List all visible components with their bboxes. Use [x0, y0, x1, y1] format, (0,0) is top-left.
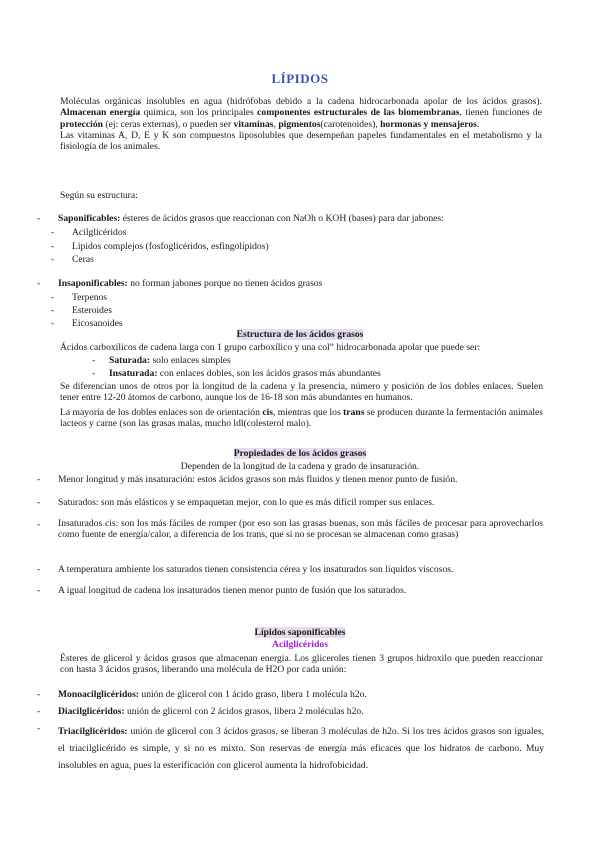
bullet-dash: -	[37, 474, 41, 485]
di-label: Diacilglicéridos:	[58, 706, 125, 717]
intro-bold: componentes estructurales de las biomembranas	[257, 107, 460, 119]
propiedad-item: A temperatura ambiente los saturados tienen consistencia cérea y los insaturados son líquidos viscosos.	[58, 564, 454, 575]
heading-text: Lípidos saponificables	[254, 627, 346, 638]
acilgliceridos-paragraph: Ésteres de glicerol y ácidos grasos que almacenan energía. Los gliceroles tienen 3 grupos hidroxilo que pueden reaccionar con hasta 3 ácidos grasos, liberando una molécula de H2O por cada unión:	[60, 653, 543, 676]
bullet-dash: -	[37, 278, 41, 289]
list-item: Lípidos complejos (fosfoglicéridos, esfingolípidos)	[72, 241, 269, 252]
segun-estructura: Según su estructura:	[60, 190, 138, 201]
heading-text: Estructura de los ácidos grasos	[236, 329, 364, 340]
bullet-dash: -	[37, 723, 41, 734]
tri-paragraph	[58, 723, 544, 774]
mono-line	[58, 689, 367, 700]
saturada-line	[109, 355, 231, 366]
insaturada-line	[109, 368, 381, 379]
vitamins-text: Las vitaminas A, D, E y K son compuestos liposolubles que desempeñan papeles fundamentales en el metabolismo y la fisiología de los animales.	[60, 129, 542, 153]
di-line	[58, 706, 364, 717]
bullet-dash: -	[51, 241, 55, 252]
saponificables-line	[58, 213, 444, 224]
page-title: LÍPIDOS	[271, 71, 329, 86]
propiedades-subtitle: Dependen de la longitud de la cadena y grado de insaturación.	[180, 461, 420, 472]
bullet-dash: -	[37, 706, 41, 717]
estructura-line: Ácidos carboxílicos de cadena larga con 1 grupo carboxílico y una col” hidrocarbonada apolar que puede ser:	[60, 342, 481, 353]
bullet-dash: -	[51, 305, 55, 316]
intro-text: , tienen funciones de	[459, 107, 542, 119]
tri-label: Triacilglicéridos:	[58, 726, 128, 737]
section-heading-estructura	[0, 329, 600, 340]
propiedad-item: Saturados: son más elásticos y se empaquetan mejor, con lo que es más difícil romper sus enlaces.	[58, 497, 435, 508]
intro-bold: hormonas y mensajeros	[380, 118, 477, 130]
propiedad-item: Insaturados cis: son los más fáciles de romper (por eso son las grasas buenas, son más fáciles de procesar para aprovecharlos como fuente de energía/calor, a diferencia de los trans, que si no se procesan se almacenan como grasas)	[58, 518, 543, 540]
cis-bold: cis	[262, 407, 273, 418]
bullet-dash: -	[51, 292, 55, 303]
heading-text: Propiedades de los ácidos grasos	[233, 448, 367, 459]
intro-text: Moléculas orgánicas insolubles en agua (hidrófobas debido a la cadena hidrocarbonada apolar de los ácidos grasos).	[60, 96, 542, 107]
bullet-dash: -	[37, 689, 41, 700]
paragraph-text: , mientras que los	[272, 407, 344, 418]
propiedad-item: Menor longitud y más insaturación: estos ácidos grasos son más fluidos y tienen menor punto de fusión.	[58, 474, 458, 485]
list-item: Esteroides	[72, 305, 112, 316]
bullet-dash: -	[51, 318, 55, 329]
intro-text: (carotenoides),	[320, 118, 381, 130]
intro-text: .	[476, 118, 480, 130]
intro-bold: vitaminas	[233, 118, 274, 130]
propiedad-item: A igual longitud de cadena los insaturados tienen menor punto de fusión que los saturados.	[58, 585, 407, 596]
acilgliceridos-subtitle	[0, 639, 600, 650]
bullet-dash: -	[37, 213, 41, 224]
intro-bold: pigmentos	[278, 118, 321, 130]
insaturada-text: con enlaces dobles, son los ácidos grasos más abundantes	[157, 368, 381, 379]
bullet-dash: -	[51, 227, 55, 238]
saponificables-text: ésteres de ácidos grasos que reaccionan con NaOh o KOH (bases) para dar jabones:	[120, 213, 444, 224]
estructura-paragraph-2	[60, 407, 543, 430]
insaponificables-label: Insaponificables:	[58, 278, 128, 289]
estructura-paragraph-1: Se diferencian unos de otros por la longitud de la cadena y la presencia, número y posición de los dobles enlaces. Suelen tener entre 12-20 átomos de carbono, aunque los de 16-18 son más abundantes en humanos.	[60, 381, 543, 404]
list-item: Eicosanoides	[72, 318, 123, 329]
paragraph-text: se producen durante la fermentación animales lacteos y carne (son las grasas malas, mucho ldl(colesterol malo).	[60, 407, 543, 430]
list-item: Acilglicéridos	[72, 227, 127, 238]
bullet-dash: -	[37, 519, 41, 530]
section-heading-propiedades	[0, 448, 600, 459]
intro-bold: protección	[60, 118, 103, 130]
paragraph-text: La mayoría de los dobles enlaces son de orientación	[60, 407, 263, 418]
intro-text: ,	[273, 118, 279, 130]
subtitle-text: Acilglicéridos	[272, 639, 328, 650]
trans-bold: trans	[343, 407, 365, 418]
tri-text: unión de glicerol con 3 ácidos grasos, se liberan 3 moléculas de h2o. Si los tres ácidos grasos son iguales, el triacilglicérido es simple, y si no es mixto. Son reservas de energía más eficaces que los hidratos de carbono. Muy insolubles en agua, pues la esterificación con glicerol aumenta la hidrofobicidad.	[58, 726, 544, 771]
section-heading-lipidos-saponificables	[0, 627, 600, 638]
saponificables-label: Saponificables:	[58, 213, 121, 224]
bullet-dash: -	[37, 564, 41, 575]
insaturada-label: Insaturada:	[109, 368, 158, 379]
di-text: unión de glicerol con 2 ácidos grasos, libera 2 moléculas h2o.	[124, 706, 364, 717]
saturada-text: solo enlaces simples	[150, 355, 231, 366]
bullet-dash: -	[37, 585, 41, 596]
insaponificables-text: no forman jabones porque no tienen ácidos grasos	[127, 278, 323, 289]
list-item: Ceras	[72, 254, 94, 265]
bullet-dash: -	[92, 355, 96, 366]
intro-paragraph	[60, 96, 542, 152]
mono-text: unión de glicerol con 1 ácido graso, libera 1 molécula h2o.	[139, 689, 367, 700]
intro-bold: Almacenan energía	[60, 107, 141, 119]
bullet-dash: -	[51, 254, 55, 265]
saturada-label: Saturada:	[109, 355, 151, 366]
list-item: Terpenos	[72, 292, 108, 303]
bullet-dash: -	[92, 368, 96, 379]
mono-label: Monoacilglicéridos:	[58, 689, 139, 700]
intro-text: (ej: ceras externas), o pueden ser	[103, 118, 234, 130]
insaponificables-line	[58, 278, 322, 289]
bullet-dash: -	[37, 497, 41, 508]
intro-text: química, son los principales	[140, 107, 258, 119]
